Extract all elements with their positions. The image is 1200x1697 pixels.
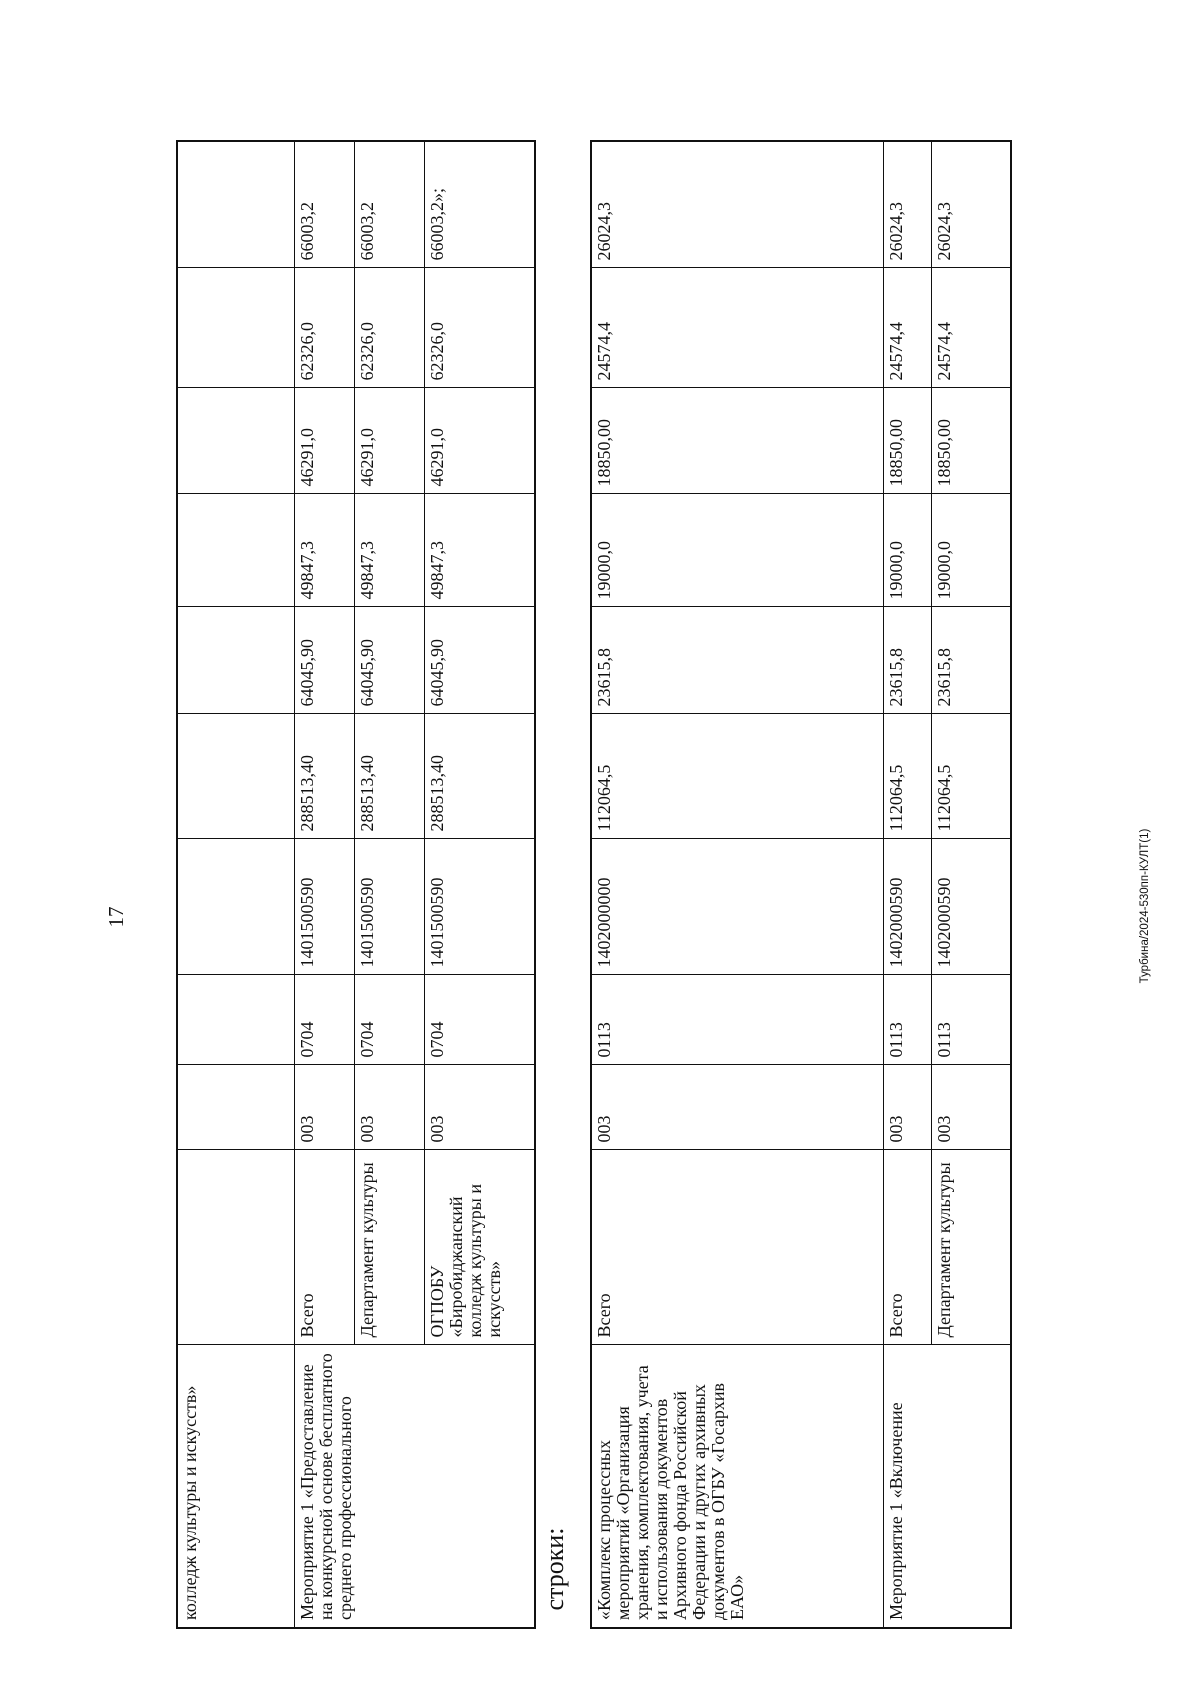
table-cell: 26024,3 bbox=[883, 141, 931, 268]
table-cell: 003 bbox=[294, 1065, 354, 1150]
table-cell: Департамент культуры bbox=[354, 1150, 424, 1345]
table-cell: 112064,5 bbox=[591, 714, 883, 839]
table-cell: Департамент культуры bbox=[931, 1150, 1011, 1345]
table-cell: 26024,3 bbox=[591, 141, 883, 268]
table-cell: 62326,0 bbox=[294, 268, 354, 388]
document-code: Турбина/2024-530пп-КУЛТ(1) bbox=[1139, 828, 1151, 984]
table-cell: Мероприятие 1 «Включение bbox=[883, 1345, 1011, 1628]
table-1 bbox=[176, 140, 536, 1629]
table-cell: 0113 bbox=[931, 975, 1011, 1065]
table-cell: 24574,4 bbox=[591, 268, 883, 388]
table-2 bbox=[590, 140, 1012, 1629]
table-cell: 0704 bbox=[354, 975, 424, 1065]
table-cell: 64045,90 bbox=[424, 607, 535, 714]
table-cell: 24574,4 bbox=[931, 268, 1011, 388]
table-row bbox=[591, 141, 883, 1628]
table-cell: 1401500590 bbox=[354, 839, 424, 975]
table-cell: 23615,8 bbox=[931, 607, 1011, 714]
table-cell bbox=[177, 494, 294, 607]
table-cell: 26024,3 bbox=[931, 141, 1011, 268]
table-cell: 49847,3 bbox=[294, 494, 354, 607]
table-cell: 66003,2»; bbox=[424, 141, 535, 268]
table-cell: 003 bbox=[931, 1065, 1011, 1150]
table-1-container bbox=[176, 140, 534, 1620]
table-cell: 19000,0 bbox=[931, 494, 1011, 607]
table-cell: 46291,0 bbox=[354, 388, 424, 494]
table-cell: 0704 bbox=[294, 975, 354, 1065]
table-cell: 288513,40 bbox=[424, 714, 535, 839]
table-row bbox=[294, 141, 354, 1628]
table-cell: колледж культуры и искусств» bbox=[177, 1345, 294, 1628]
table-cell: ОГПОБУ «Биробиджанский колледж культуры и искусств» bbox=[424, 1150, 535, 1345]
table-cell: 66003,2 bbox=[294, 141, 354, 268]
table-cell: 112064,5 bbox=[883, 714, 931, 839]
table-cell bbox=[177, 268, 294, 388]
table-cell bbox=[177, 607, 294, 714]
table-cell: 23615,8 bbox=[591, 607, 883, 714]
table-cell: 62326,0 bbox=[354, 268, 424, 388]
table-cell bbox=[177, 388, 294, 494]
table-cell: 288513,40 bbox=[354, 714, 424, 839]
table-cell: Мероприятие 1 «Предоставление на конкурсной основе бесплатного среднего профессионального bbox=[294, 1345, 535, 1628]
table-2-container bbox=[590, 140, 1010, 1620]
table-cell bbox=[177, 1150, 294, 1345]
table-cell: Всего bbox=[294, 1150, 354, 1345]
table-cell: 1402000590 bbox=[883, 839, 931, 975]
table-cell bbox=[177, 1065, 294, 1150]
table-cell: 66003,2 bbox=[354, 141, 424, 268]
table-cell: 003 bbox=[354, 1065, 424, 1150]
table-cell: Всего bbox=[591, 1150, 883, 1345]
table-cell: 003 bbox=[424, 1065, 535, 1150]
table-cell: 1402000590 bbox=[931, 839, 1011, 975]
table-cell bbox=[177, 975, 294, 1065]
table-cell: 23615,8 bbox=[883, 607, 931, 714]
table-cell: 0113 bbox=[883, 975, 931, 1065]
table-cell: 18850,00 bbox=[883, 388, 931, 494]
table-cell bbox=[177, 714, 294, 839]
table-cell: 1401500590 bbox=[294, 839, 354, 975]
table-cell: 18850,00 bbox=[931, 388, 1011, 494]
table-cell: 288513,40 bbox=[294, 714, 354, 839]
table-cell: Всего bbox=[883, 1150, 931, 1345]
table-cell: 49847,3 bbox=[424, 494, 535, 607]
table-cell bbox=[177, 839, 294, 975]
table-row bbox=[883, 141, 931, 1628]
table-cell bbox=[177, 141, 294, 268]
page-number: 17 bbox=[104, 906, 128, 928]
separator-text: строки: bbox=[540, 1527, 569, 1611]
table-cell: 1401500590 bbox=[424, 839, 535, 975]
table-cell: 46291,0 bbox=[294, 388, 354, 494]
table-cell: 18850,00 bbox=[591, 388, 883, 494]
table-cell: 0704 bbox=[424, 975, 535, 1065]
table-cell: 112064,5 bbox=[931, 714, 1011, 839]
table-cell: «Комплекс процессных мероприятий «Организация хранения, комплектования, учета и использования документов Архивного фонда Российской Федерации и других архивных документов в ОГБУ «Госархив ЕАО» bbox=[591, 1345, 883, 1628]
table-cell: 0113 bbox=[591, 975, 883, 1065]
table-cell: 62326,0 bbox=[424, 268, 535, 388]
table-cell: 24574,4 bbox=[883, 268, 931, 388]
table-cell: 64045,90 bbox=[294, 607, 354, 714]
table-cell: 19000,0 bbox=[883, 494, 931, 607]
table-cell: 19000,0 bbox=[591, 494, 883, 607]
table-cell: 64045,90 bbox=[354, 607, 424, 714]
table-cell: 49847,3 bbox=[354, 494, 424, 607]
table-cell: 1402000000 bbox=[591, 839, 883, 975]
table-row bbox=[177, 141, 294, 1628]
table-cell: 003 bbox=[883, 1065, 931, 1150]
table-cell: 003 bbox=[591, 1065, 883, 1150]
table-cell: 46291,0 bbox=[424, 388, 535, 494]
